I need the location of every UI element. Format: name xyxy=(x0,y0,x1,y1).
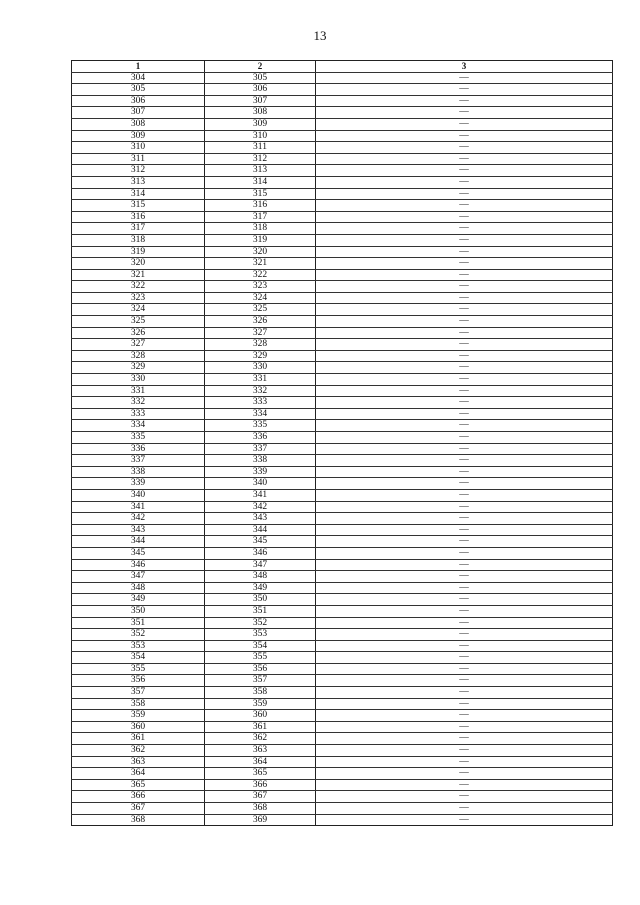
table-row xyxy=(72,234,613,246)
table-cell-col-1: 324 xyxy=(72,304,205,316)
table-row xyxy=(72,721,613,733)
table-cell-col-3: — xyxy=(316,269,613,281)
table-cell-col-3: — xyxy=(316,246,613,258)
column-header-2: 2 xyxy=(205,61,316,73)
table-row xyxy=(72,779,613,791)
table-cell-col-2: 358 xyxy=(205,687,316,699)
table-cell-col-2: 340 xyxy=(205,478,316,490)
table-cell-col-2: 336 xyxy=(205,432,316,444)
table-cell-col-3: — xyxy=(316,223,613,235)
table-cell-col-3: — xyxy=(316,605,613,617)
table-cell-col-1: 309 xyxy=(72,130,205,142)
table-header-row xyxy=(72,61,613,73)
table-row xyxy=(72,513,613,525)
table-cell-col-1: 352 xyxy=(72,629,205,641)
table-row xyxy=(72,327,613,339)
table-cell-col-2: 318 xyxy=(205,223,316,235)
table-cell-col-1: 346 xyxy=(72,559,205,571)
table-cell-col-3: — xyxy=(316,188,613,200)
table-cell-col-2: 310 xyxy=(205,130,316,142)
table-cell-col-3: — xyxy=(316,84,613,96)
table-row xyxy=(72,559,613,571)
table-cell-col-1: 325 xyxy=(72,316,205,328)
table-cell-col-2: 332 xyxy=(205,385,316,397)
table-cell-col-1: 339 xyxy=(72,478,205,490)
table-cell-col-1: 357 xyxy=(72,687,205,699)
table-cell-col-2: 348 xyxy=(205,571,316,583)
table-cell-col-2: 316 xyxy=(205,200,316,212)
table-cell-col-1: 326 xyxy=(72,327,205,339)
table-cell-col-1: 315 xyxy=(72,200,205,212)
table-row xyxy=(72,663,613,675)
table-cell-col-1: 327 xyxy=(72,339,205,351)
table-row xyxy=(72,72,613,84)
table-cell-col-1: 317 xyxy=(72,223,205,235)
table-row xyxy=(72,84,613,96)
table-cell-col-2: 312 xyxy=(205,153,316,165)
table-row xyxy=(72,640,613,652)
table-cell-col-3: — xyxy=(316,420,613,432)
table-row xyxy=(72,142,613,154)
table-cell-col-1: 332 xyxy=(72,397,205,409)
table-row xyxy=(72,95,613,107)
table-cell-col-1: 362 xyxy=(72,745,205,757)
table-row xyxy=(72,652,613,664)
table-row xyxy=(72,733,613,745)
table-cell-col-3: — xyxy=(316,316,613,328)
table-cell-col-3: — xyxy=(316,130,613,142)
table-cell-col-2: 367 xyxy=(205,791,316,803)
column-header-3: 3 xyxy=(316,61,613,73)
table-cell-col-1: 318 xyxy=(72,234,205,246)
table-cell-col-2: 334 xyxy=(205,408,316,420)
table-cell-col-2: 325 xyxy=(205,304,316,316)
table-cell-col-1: 364 xyxy=(72,768,205,780)
table-cell-col-1: 361 xyxy=(72,733,205,745)
table-cell-col-3: — xyxy=(316,791,613,803)
table-row xyxy=(72,292,613,304)
table-cell-col-2: 320 xyxy=(205,246,316,258)
table-cell-col-1: 347 xyxy=(72,571,205,583)
table-cell-col-3: — xyxy=(316,478,613,490)
table-cell-col-1: 354 xyxy=(72,652,205,664)
table-cell-col-1: 336 xyxy=(72,443,205,455)
table-cell-col-3: — xyxy=(316,443,613,455)
table-cell-col-3: — xyxy=(316,756,613,768)
table-row xyxy=(72,547,613,559)
table-cell-col-3: — xyxy=(316,501,613,513)
table-row xyxy=(72,304,613,316)
table-cell-col-2: 305 xyxy=(205,72,316,84)
table-cell-col-1: 313 xyxy=(72,176,205,188)
table-row xyxy=(72,316,613,328)
table-cell-col-1: 310 xyxy=(72,142,205,154)
table-cell-col-3: — xyxy=(316,142,613,154)
table-cell-col-3: — xyxy=(316,234,613,246)
table-cell-col-1: 348 xyxy=(72,582,205,594)
table-cell-col-2: 353 xyxy=(205,629,316,641)
table-cell-col-2: 327 xyxy=(205,327,316,339)
table-cell-col-1: 359 xyxy=(72,710,205,722)
table-cell-col-3: — xyxy=(316,582,613,594)
table-cell-col-2: 361 xyxy=(205,721,316,733)
table-cell-col-2: 347 xyxy=(205,559,316,571)
table-row xyxy=(72,756,613,768)
table-row xyxy=(72,571,613,583)
table-cell-col-3: — xyxy=(316,397,613,409)
table-cell-col-1: 363 xyxy=(72,756,205,768)
table-cell-col-3: — xyxy=(316,721,613,733)
table-row xyxy=(72,466,613,478)
table-cell-col-1: 316 xyxy=(72,211,205,223)
table-cell-col-3: — xyxy=(316,733,613,745)
table-cell-col-3: — xyxy=(316,107,613,119)
table-cell-col-2: 326 xyxy=(205,316,316,328)
table-row xyxy=(72,489,613,501)
column-header-1: 1 xyxy=(72,61,205,73)
table-row xyxy=(72,165,613,177)
table-cell-col-1: 340 xyxy=(72,489,205,501)
table-cell-col-3: — xyxy=(316,95,613,107)
table-row xyxy=(72,443,613,455)
table-cell-col-1: 344 xyxy=(72,536,205,548)
table-cell-col-3: — xyxy=(316,200,613,212)
table-row xyxy=(72,362,613,374)
table-row xyxy=(72,675,613,687)
table-cell-col-2: 368 xyxy=(205,803,316,815)
table-cell-col-2: 342 xyxy=(205,501,316,513)
table-cell-col-1: 337 xyxy=(72,455,205,467)
table-cell-col-3: — xyxy=(316,663,613,675)
table-cell-col-1: 322 xyxy=(72,281,205,293)
table-cell-col-2: 306 xyxy=(205,84,316,96)
table-cell-col-3: — xyxy=(316,779,613,791)
table-cell-col-3: — xyxy=(316,258,613,270)
table-cell-col-1: 305 xyxy=(72,84,205,96)
table-cell-col-1: 311 xyxy=(72,153,205,165)
table-cell-col-3: — xyxy=(316,374,613,386)
table-cell-col-3: — xyxy=(316,803,613,815)
table-row xyxy=(72,687,613,699)
table-cell-col-3: — xyxy=(316,698,613,710)
table-cell-col-1: 366 xyxy=(72,791,205,803)
table-cell-col-2: 356 xyxy=(205,663,316,675)
table-cell-col-3: — xyxy=(316,524,613,536)
table-cell-col-1: 304 xyxy=(72,72,205,84)
table-row xyxy=(72,211,613,223)
table-cell-col-1: 306 xyxy=(72,95,205,107)
table-cell-col-3: — xyxy=(316,466,613,478)
table-row xyxy=(72,153,613,165)
table-row xyxy=(72,432,613,444)
table-row xyxy=(72,408,613,420)
table-cell-col-2: 314 xyxy=(205,176,316,188)
table-cell-col-2: 324 xyxy=(205,292,316,304)
table-cell-col-2: 354 xyxy=(205,640,316,652)
table-cell-col-1: 349 xyxy=(72,594,205,606)
table-cell-col-2: 317 xyxy=(205,211,316,223)
table-cell-col-2: 333 xyxy=(205,397,316,409)
table-cell-col-1: 338 xyxy=(72,466,205,478)
table-cell-col-2: 360 xyxy=(205,710,316,722)
table-row xyxy=(72,107,613,119)
table-cell-col-3: — xyxy=(316,165,613,177)
table-cell-col-3: — xyxy=(316,385,613,397)
table-row xyxy=(72,745,613,757)
table-cell-col-2: 313 xyxy=(205,165,316,177)
table-cell-col-2: 319 xyxy=(205,234,316,246)
table-row xyxy=(72,594,613,606)
table-cell-col-3: — xyxy=(316,339,613,351)
table-row xyxy=(72,524,613,536)
table-row xyxy=(72,385,613,397)
table-cell-col-1: 328 xyxy=(72,350,205,362)
table-cell-col-1: 320 xyxy=(72,258,205,270)
table-row xyxy=(72,223,613,235)
table-cell-col-3: — xyxy=(316,745,613,757)
table-row xyxy=(72,768,613,780)
table-cell-col-2: 337 xyxy=(205,443,316,455)
table-cell-col-2: 359 xyxy=(205,698,316,710)
table-cell-col-1: 335 xyxy=(72,432,205,444)
table-cell-col-1: 342 xyxy=(72,513,205,525)
table-cell-col-3: — xyxy=(316,652,613,664)
table-cell-col-3: — xyxy=(316,710,613,722)
data-table xyxy=(71,60,613,826)
table-cell-col-2: 343 xyxy=(205,513,316,525)
table-row xyxy=(72,246,613,258)
table-cell-col-3: — xyxy=(316,281,613,293)
table-row xyxy=(72,281,613,293)
table-row xyxy=(72,455,613,467)
table-cell-col-3: — xyxy=(316,629,613,641)
table-cell-col-2: 308 xyxy=(205,107,316,119)
page-number: 13 xyxy=(313,28,327,43)
table-cell-col-1: 355 xyxy=(72,663,205,675)
table-cell-col-1: 334 xyxy=(72,420,205,432)
table-cell-col-3: — xyxy=(316,362,613,374)
table-cell-col-2: 328 xyxy=(205,339,316,351)
table-row xyxy=(72,710,613,722)
table-cell-col-3: — xyxy=(316,594,613,606)
table-cell-col-3: — xyxy=(316,455,613,467)
table-cell-col-3: — xyxy=(316,350,613,362)
table-cell-col-1: 351 xyxy=(72,617,205,629)
table-cell-col-3: — xyxy=(316,489,613,501)
table-cell-col-3: — xyxy=(316,432,613,444)
table-row xyxy=(72,698,613,710)
table-cell-col-2: 344 xyxy=(205,524,316,536)
table-cell-col-3: — xyxy=(316,118,613,130)
table-cell-col-1: 341 xyxy=(72,501,205,513)
table-cell-col-2: 352 xyxy=(205,617,316,629)
table-cell-col-2: 329 xyxy=(205,350,316,362)
table-cell-col-1: 353 xyxy=(72,640,205,652)
table-cell-col-3: — xyxy=(316,687,613,699)
table-cell-col-1: 329 xyxy=(72,362,205,374)
table-cell-col-2: 315 xyxy=(205,188,316,200)
table-row xyxy=(72,258,613,270)
table-cell-col-2: 369 xyxy=(205,814,316,826)
table-row xyxy=(72,605,613,617)
table-row xyxy=(72,803,613,815)
table-cell-col-2: 338 xyxy=(205,455,316,467)
table-cell-col-3: — xyxy=(316,72,613,84)
table-cell-col-1: 321 xyxy=(72,269,205,281)
table-row xyxy=(72,130,613,142)
table-cell-col-3: — xyxy=(316,153,613,165)
table-cell-col-2: 355 xyxy=(205,652,316,664)
table-cell-col-2: 307 xyxy=(205,95,316,107)
table-row xyxy=(72,350,613,362)
table-cell-col-2: 322 xyxy=(205,269,316,281)
table-row xyxy=(72,188,613,200)
table-cell-col-1: 312 xyxy=(72,165,205,177)
table-cell-col-3: — xyxy=(316,304,613,316)
table-row xyxy=(72,200,613,212)
table-cell-col-1: 365 xyxy=(72,779,205,791)
table-cell-col-1: 345 xyxy=(72,547,205,559)
table-cell-col-1: 356 xyxy=(72,675,205,687)
table-cell-col-2: 350 xyxy=(205,594,316,606)
table-cell-col-1: 330 xyxy=(72,374,205,386)
table-cell-col-2: 311 xyxy=(205,142,316,154)
table-cell-col-2: 357 xyxy=(205,675,316,687)
table-row xyxy=(72,814,613,826)
table-cell-col-2: 351 xyxy=(205,605,316,617)
table-cell-col-3: — xyxy=(316,513,613,525)
table-cell-col-3: — xyxy=(316,768,613,780)
table-cell-col-1: 358 xyxy=(72,698,205,710)
table-row xyxy=(72,501,613,513)
table-cell-col-2: 323 xyxy=(205,281,316,293)
table-cell-col-2: 345 xyxy=(205,536,316,548)
table-cell-col-3: — xyxy=(316,617,613,629)
table-cell-col-1: 331 xyxy=(72,385,205,397)
table-row xyxy=(72,118,613,130)
table-cell-col-3: — xyxy=(316,327,613,339)
table-cell-col-1: 333 xyxy=(72,408,205,420)
table-cell-col-1: 368 xyxy=(72,814,205,826)
table-cell-col-2: 335 xyxy=(205,420,316,432)
table-row xyxy=(72,617,613,629)
table-row xyxy=(72,374,613,386)
table-row xyxy=(72,536,613,548)
table-cell-col-2: 365 xyxy=(205,768,316,780)
table-cell-col-2: 363 xyxy=(205,745,316,757)
table-cell-col-2: 330 xyxy=(205,362,316,374)
table-cell-col-1: 308 xyxy=(72,118,205,130)
table-row xyxy=(72,339,613,351)
table-cell-col-2: 339 xyxy=(205,466,316,478)
table-cell-col-1: 350 xyxy=(72,605,205,617)
table-cell-col-2: 366 xyxy=(205,779,316,791)
table-cell-col-3: — xyxy=(316,176,613,188)
table-cell-col-3: — xyxy=(316,675,613,687)
table-cell-col-2: 309 xyxy=(205,118,316,130)
table-row xyxy=(72,791,613,803)
table-row xyxy=(72,478,613,490)
table-cell-col-2: 364 xyxy=(205,756,316,768)
table-cell-col-2: 341 xyxy=(205,489,316,501)
table-cell-col-1: 314 xyxy=(72,188,205,200)
table-cell-col-3: — xyxy=(316,814,613,826)
table-cell-col-2: 349 xyxy=(205,582,316,594)
table-row xyxy=(72,629,613,641)
table-cell-col-3: — xyxy=(316,292,613,304)
table-cell-col-3: — xyxy=(316,547,613,559)
table-cell-col-2: 362 xyxy=(205,733,316,745)
table-row xyxy=(72,420,613,432)
table-row xyxy=(72,582,613,594)
table-cell-col-1: 319 xyxy=(72,246,205,258)
table-cell-col-3: — xyxy=(316,571,613,583)
table-body xyxy=(72,72,613,826)
table-cell-col-1: 307 xyxy=(72,107,205,119)
table-cell-col-3: — xyxy=(316,408,613,420)
table-cell-col-3: — xyxy=(316,640,613,652)
table-cell-col-3: — xyxy=(316,211,613,223)
table-cell-col-1: 343 xyxy=(72,524,205,536)
table-row xyxy=(72,397,613,409)
table-cell-col-1: 323 xyxy=(72,292,205,304)
table-row xyxy=(72,176,613,188)
table-row xyxy=(72,269,613,281)
table-cell-col-3: — xyxy=(316,536,613,548)
table-cell-col-1: 367 xyxy=(72,803,205,815)
table-cell-col-1: 360 xyxy=(72,721,205,733)
table-cell-col-3: — xyxy=(316,559,613,571)
table-cell-col-2: 346 xyxy=(205,547,316,559)
table-cell-col-2: 321 xyxy=(205,258,316,270)
table-cell-col-2: 331 xyxy=(205,374,316,386)
